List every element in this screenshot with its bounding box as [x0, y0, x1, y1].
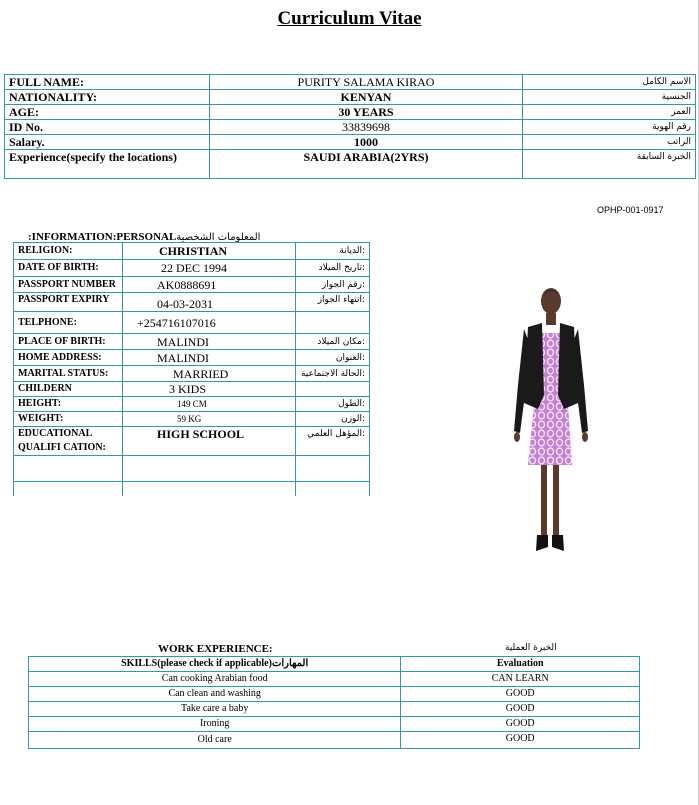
table-row — [14, 350, 370, 366]
table-row — [5, 150, 696, 179]
field-value: 04-03-2031 — [123, 293, 296, 312]
table-row — [14, 456, 370, 482]
document-title: Curriculum Vitae — [277, 8, 422, 29]
field-value: CHRISTIAN — [123, 243, 296, 260]
reference-code: OPHP-001-0917 — [597, 205, 664, 215]
table-row — [29, 672, 640, 687]
field-label: DATE OF BIRTH: — [14, 260, 123, 277]
table-row — [14, 243, 370, 260]
field-label: WEIGHT: — [14, 412, 123, 427]
field-value: KENYAN — [210, 90, 523, 105]
table-header — [29, 657, 640, 672]
evaluation-cell: GOOD — [401, 687, 640, 702]
arabic-label: الطول: — [296, 397, 370, 412]
evaluation-cell: CAN LEARN — [401, 672, 640, 687]
skills-column-header: SKILLS(please check if applicable)المهارات — [29, 657, 401, 672]
table-row — [14, 277, 370, 293]
personal-info-table — [13, 242, 370, 496]
table-row — [14, 334, 370, 350]
arabic-label: الديانة: — [296, 243, 370, 260]
field-label: FULL NAME: — [5, 75, 210, 90]
table-row — [14, 397, 370, 412]
summary-table — [4, 74, 696, 179]
table-row — [29, 717, 640, 732]
field-label: EDUCATIONAL QUALIFI CATION: — [14, 427, 123, 456]
field-label: HEIGHT: — [14, 397, 123, 412]
field-value: +254716107016 — [123, 312, 296, 334]
table-row — [14, 260, 370, 277]
field-label: RELIGION: — [14, 243, 123, 260]
table-row — [29, 702, 640, 717]
field-value: 33839698 — [210, 120, 523, 135]
skill-cell: Can clean and washing — [29, 687, 401, 702]
arabic-label: الاسم الكامل — [523, 75, 696, 90]
table-row — [14, 366, 370, 382]
field-value: 149 CM — [123, 397, 296, 412]
field-value: 1000 — [210, 135, 523, 150]
work-experience-arabic: الخبرة العملية — [505, 643, 557, 653]
table-row — [14, 412, 370, 427]
table-row — [5, 75, 696, 90]
field-value: AK0888691 — [123, 277, 296, 293]
table-row — [5, 90, 696, 105]
arabic-label: الجنسية — [523, 90, 696, 105]
field-label: NATIONALITY: — [5, 90, 210, 105]
field-value: 30 YEARS — [210, 105, 523, 120]
arabic-label: الحالة الاجتماعية: — [296, 366, 370, 382]
evaluation-cell: GOOD — [401, 702, 640, 717]
field-label: TELPHONE: — [14, 312, 123, 334]
field-label: CHILDERN — [14, 382, 123, 397]
field-label: HOME ADDRESS: — [14, 350, 123, 366]
field-value: HIGH SCHOOL — [123, 427, 296, 456]
skill-cell: Take care a baby — [29, 702, 401, 717]
arabic-label: رقم الهوية — [523, 120, 696, 135]
field-label: AGE: — [5, 105, 210, 120]
arabic-label: رقم الجواز: — [296, 277, 370, 293]
evaluation-column-header: Evaluation — [401, 657, 640, 672]
field-value: MALINDI — [123, 350, 296, 366]
table-row — [29, 687, 640, 702]
arabic-label: الخبرة السابقة — [523, 150, 696, 179]
field-label: PLACE OF BIRTH: — [14, 334, 123, 350]
arabic-label: المؤهل العلمي: — [296, 427, 370, 456]
arabic-label: مكان الميلاد: — [296, 334, 370, 350]
field-label: PASSPORT EXPIRY — [14, 293, 123, 312]
field-value: 59 KG — [123, 412, 296, 427]
skills-table — [28, 656, 640, 749]
field-value: MARRIED — [123, 366, 296, 382]
table-row — [14, 482, 370, 496]
applicant-photo — [510, 285, 592, 555]
arabic-label: العمر — [523, 105, 696, 120]
evaluation-cell: GOOD — [401, 717, 640, 732]
field-label: Salary. — [5, 135, 210, 150]
skill-cell: Old care — [29, 732, 401, 749]
field-value: 22 DEC 1994 — [123, 260, 296, 277]
table-row — [14, 382, 370, 397]
arabic-label: العنوان: — [296, 350, 370, 366]
table-row — [14, 312, 370, 334]
skill-cell: Can cooking Arabian food — [29, 672, 401, 687]
field-value: SAUDI ARABIA(2YRS) — [210, 150, 523, 179]
arabic-label: تاريخ الميلاد: — [296, 260, 370, 277]
personal-info-heading: :INFORMATION:PERSONALالمعلومات الشخصية — [28, 231, 261, 243]
field-value: PURITY SALAMA KIRAO — [210, 75, 523, 90]
table-row — [5, 120, 696, 135]
evaluation-cell: GOOD — [401, 732, 640, 749]
arabic-label: انتهاء الجواز: — [296, 293, 370, 312]
field-value: 3 KIDS — [123, 382, 296, 397]
arabic-label: الوزن: — [296, 412, 370, 427]
table-row — [5, 135, 696, 150]
table-row — [14, 293, 370, 312]
table-row — [14, 427, 370, 456]
table-row — [5, 105, 696, 120]
field-value: MALINDI — [123, 334, 296, 350]
arabic-label: الراتب — [523, 135, 696, 150]
arabic-label — [296, 312, 370, 334]
skill-cell: Ironing — [29, 717, 401, 732]
work-experience-heading: WORK EXPERIENCE: — [158, 643, 273, 655]
arabic-label — [296, 382, 370, 397]
field-label: ID No. — [5, 120, 210, 135]
field-label: PASSPORT NUMBER — [14, 277, 123, 293]
field-label: Experience(specify the locations) — [5, 150, 210, 179]
field-label: MARITAL STATUS: — [14, 366, 123, 382]
table-row — [29, 732, 640, 749]
